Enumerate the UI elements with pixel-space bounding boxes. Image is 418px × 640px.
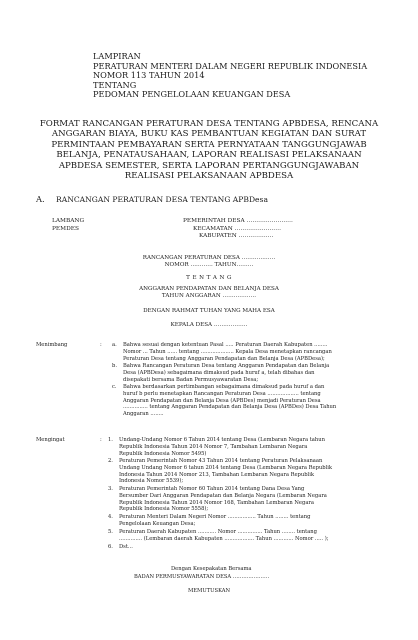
clause-line: Republik Indonesia Tahun 2014 Nomor 7, Tambahan Lembaran Negara (119, 443, 308, 450)
mengingat-item (119, 437, 325, 457)
clause-line: Nomor ... Tahun ...... tentang .................... Kepala Desa menetapkan rancangan (123, 348, 332, 355)
clause-line: Indonesia Tahun 2014 Nomor 213, Tambahan Lembaran Negara Republik (119, 471, 314, 478)
clause-line: Indonesia Nomor 5539); (119, 478, 184, 485)
title-line: BELANJA, PENATAUSAHAAN, LAPORAN REALISASI PELAKSANAAN (56, 150, 362, 161)
clause-line: Republik Indonesia Tahun 2014 Nomor 168, Tambahan Lembaran Negara (119, 499, 314, 506)
village-head: KEPALA DESA ……………… (170, 322, 248, 328)
clause-line: .............. (Lembaran daerah Kabupaten .................. Tahun ............ Nomor ..... ); (119, 535, 329, 542)
clause-line: Bahwa Rancangan Peraturan Desa tentang Anggaran Pendapatan dan Belanja (123, 363, 330, 369)
rancangan-year: TAHUN ANGGARAN ……………… (161, 293, 257, 300)
clause-line: Undang Undang Nomor 6 tahun 2014 tentang Desa (Lembaran Negara Republik (119, 464, 333, 471)
clause-line: disepakati bersama Badan Permusyawaratan Desa; (123, 376, 259, 383)
rancangan-title: RANCANGAN PERATURAN DESA ……………… (142, 255, 276, 261)
title-line: APBDESA SEMESTER, SERTA LAPORAN PERTANGGUNGJAWABAN (58, 160, 360, 171)
menimbang-colon: : (100, 342, 102, 348)
lampiran-line: NOMOR 113 TAHUN 2014 (93, 70, 205, 81)
clause-line: Bahwa sesuai dengan ketentuan Pasal ..... Peraturan Daerah Kabupaten ........ (123, 342, 328, 348)
menimbang-letter: c. (112, 384, 117, 390)
clause-line: Peraturan Daerah Kabupaten ........... Nomor ............... Tahun ........ tentang (119, 529, 317, 535)
mengingat-number: 2. (108, 458, 113, 464)
mengingat-number: 6. (108, 544, 113, 550)
rancangan-subject (0, 286, 418, 301)
govt-district: KECAMATAN …………………… (193, 225, 282, 232)
clause-line: Peraturan Pemerintah Nomor 43 Tahun 2014 tentang Peraturan Pelaksanaan (119, 458, 323, 464)
rancangan-number: NOMOR ………… TAHUN……… (164, 262, 254, 269)
logo-line: LAMBANG (52, 218, 85, 224)
lampiran-line: LAMPIRAN (93, 51, 141, 61)
mengingat-item (119, 486, 327, 513)
mengingat-item (119, 458, 332, 485)
clause-line: Dst... (119, 544, 133, 550)
menimbang-item (123, 384, 336, 418)
menimbang-letter: a. (112, 342, 117, 348)
mengingat-number: 5. (108, 529, 113, 535)
clause-line: Anggaran Pendapatan dan Belanja Desa (APBDes) menjadi Peraturan Desa (123, 397, 321, 404)
clause-line: Republik Indonesia Nomor 5495) (119, 450, 207, 457)
clause-line: Republik Indonesia Nomor 5558); (119, 506, 209, 513)
preamble-godly: DENGAN RAHMAT TUHAN YANG MAHA ESA (143, 308, 275, 314)
government-info (183, 218, 293, 241)
clause-line: Bahwa berdasarkan pertimbangan sebagaimana dimaksud pada huruf a dan (123, 384, 325, 390)
rancangan-subject-line: ANGGARAN PENDAPATAN DAN BELANJA DESA (139, 286, 279, 292)
mengingat-number: 4. (108, 514, 113, 520)
govt-regency: KABUPATEN ……………… (199, 233, 274, 240)
rancangan-tentang: T E N T A N G (186, 275, 232, 281)
mengingat-item (119, 514, 310, 528)
menimbang-letter: b. (112, 363, 117, 369)
menimbang-item (123, 363, 329, 383)
title-line: ANGGARAN BIAYA, BUKU KAS PEMBANTUAN KEGIATAN DAN SURAT (51, 129, 367, 140)
clause-line: ............... tentang Anggaran Pendapatan dan Belanja Desa (APBDes) Desa Tahun (123, 404, 337, 411)
mengingat-item (119, 529, 329, 543)
clause-line: huruf b perlu menetapkan Rancangan Peraturan Desa ................... tentang (123, 390, 321, 397)
mengingat-colon: : (100, 437, 102, 443)
document-title (0, 119, 418, 181)
menimbang-item (123, 342, 332, 362)
clause-line: Pengelolaan Keuangan Desa; (119, 520, 196, 527)
agreement-line: Dengan Kesepakatan Bersama (171, 566, 252, 572)
logo-line: PEMDES (52, 225, 79, 232)
mengingat-item (119, 544, 133, 551)
logo-placeholder (52, 218, 84, 233)
section-letter: A. (36, 194, 45, 204)
clause-line: Desa (APBDesa) sebagaimana dimaksud pada huruf a, telah dibahas dan (123, 369, 315, 376)
bpd-line: BADAN PERMUSYAWARATAN DESA ………………… (134, 574, 270, 580)
clause-line: Peraturan Desa tentang Anggaran Pendapatan dan Belanja Desa (APBDesa); (123, 355, 325, 362)
clause-line: Anggaran ........ (123, 411, 164, 418)
rancangan-block (0, 255, 418, 270)
clause-line: Bersumber Dari Anggaran Pendapatan dan Belanja Negara (Lembaran Negara (119, 492, 327, 499)
govt-village: PEMERINTAH DESA …………………… (183, 218, 293, 224)
title-line: PERMINTAAN PEMBAYARAN SERTA PERNYATAAN TANGGUNGJAWAB (51, 139, 367, 150)
section-heading: RANCANGAN PERATURAN DESA TENTANG APBDesa (56, 195, 268, 204)
mengingat-number: 1. (108, 437, 113, 443)
memutuskan-heading: MEMUTUSKAN (187, 588, 231, 594)
mengingat-label: Mengingat (36, 437, 65, 443)
title-line: REALISASI PELAKSANAAN APBDESA (124, 171, 294, 182)
clause-line: Peraturan Pemerintah Nomor 60 Tahun 2014 tentang Dana Desa Yang (119, 486, 305, 492)
clause-line: Peraturan Menteri Dalam Negeri Nomor ................. Tahun ........ tentang (119, 514, 311, 520)
lampiran-line: PERATURAN MENTERI DALAM NEGERI REPUBLIK INDONESIA (93, 60, 368, 71)
menimbang-label: Menimbang (36, 342, 68, 348)
title-line: FORMAT RANCANGAN PERATURAN DESA TENTANG APBDESA, RENCANA (39, 119, 379, 129)
mengingat-number: 3. (108, 486, 113, 492)
lampiran-header (93, 52, 367, 100)
clause-line: Undang-Undang Nomor 6 Tahun 2014 tentang Desa (Lembaran Negara tahun (119, 437, 325, 443)
lampiran-line: PEDOMAN PENGELOLAAN KEUANGAN DESA (93, 89, 291, 100)
lampiran-line: TENTANG (93, 79, 137, 90)
